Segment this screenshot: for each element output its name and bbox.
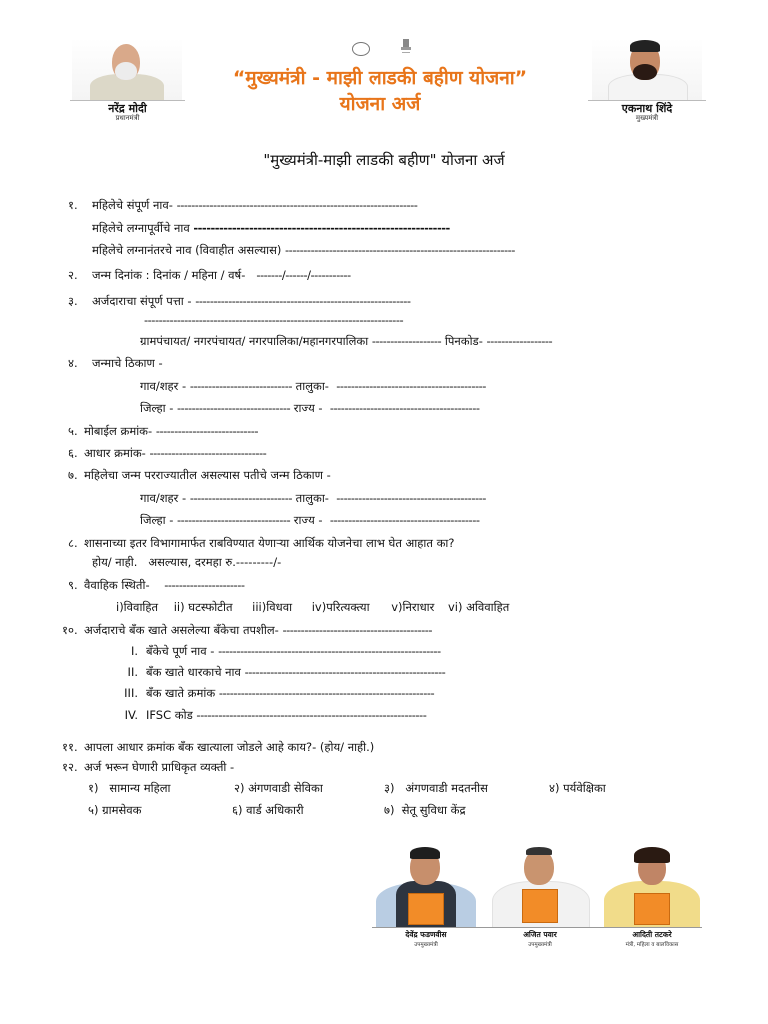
- left-person-name: नरेंद्र मोदी: [108, 102, 147, 115]
- q10-account-number-row: III. बँक खाते क्रमांक -----------------------------------------------------------: [124, 686, 435, 700]
- q7-taluka-field[interactable]: -----------------------------------------: [336, 491, 486, 505]
- footer-portrait-3: [598, 845, 706, 927]
- q9-marital-status-field[interactable]: ----------------------: [164, 578, 245, 592]
- banner-title: “मुख्यमंत्री - माझी लाडकी बहीण योजना”: [232, 67, 528, 89]
- q1-married-name-label: महिलेचे लग्नानंतरचे नाव (विवाहीत असल्यास): [92, 243, 286, 257]
- q1-full-name-row: १. महिलेचे संपूर्ण नाव- ------------------------------------------------------------------: [68, 198, 418, 212]
- q8-answer-row: [92, 555, 281, 569]
- q1-married-name-field[interactable]: ---------------------------------------------------------------: [285, 243, 515, 257]
- q10-label: अर्जदाराचे बँक खाते असलेल्या बँकेचा तपशील-: [84, 623, 283, 637]
- q7-village-row: गाव/शहर - ---------------------------- तालुका- -----------------------------------------: [140, 491, 486, 505]
- q9-option-destitute[interactable]: v)निराधार: [391, 600, 435, 614]
- q5-mobile-row: ५. मोबाईल क्रमांक- ----------------------------: [68, 424, 259, 438]
- q1-maiden-name-label: महिलेचे लग्नापूर्वीचे नाव: [92, 221, 194, 235]
- q10-field[interactable]: -----------------------------------------: [282, 623, 433, 637]
- q4-village-row: गाव/शहर - ---------------------------- तालुका- -----------------------------------------: [140, 379, 486, 393]
- footer-person-3-role: मंत्री, महिला व बालविकास: [625, 942, 679, 948]
- q4-village-field[interactable]: ----------------------------: [189, 379, 293, 393]
- q4-taluka-field[interactable]: -----------------------------------------: [336, 379, 486, 393]
- q8-other-scheme-row: ८. शासनाच्या इतर विभागामार्फत राबविण्यात येणाऱ्या आर्थिक योजनेचा लाभ घेत आहात का?: [68, 536, 455, 550]
- q9-option-divorced[interactable]: ii) घटस्फोटीत: [173, 600, 233, 614]
- q3-pincode-label: पिनकोड-: [441, 334, 487, 348]
- footer-person-3-name: आदिती तटकरे: [632, 930, 672, 939]
- q1-maiden-name-field[interactable]: ------------------------------------------------------------: [193, 221, 450, 235]
- q11-aadhaar-linked-row: ११. आपला आधार क्रमांक बँक खात्याला जोडले आहे काय?- (होय/ नाही.): [62, 740, 375, 754]
- q4-state-field[interactable]: -----------------------------------------: [329, 401, 480, 415]
- q9-option-married[interactable]: i)विवाहित: [116, 600, 159, 614]
- q10-ifsc-row: IV. IFSC कोड ---------------------------------------------------------------: [124, 708, 427, 722]
- q2-dob-row: २. जन्म दिनांक : दिनांक / महिना / वर्ष- -------/------/-----------: [68, 268, 351, 282]
- q9-option-unmarried[interactable]: vi) अविवाहित: [447, 600, 510, 614]
- q3-local-body-field[interactable]: -------------------: [371, 334, 442, 348]
- footer-portrait-1: [372, 845, 480, 927]
- q10-bank-name-row: I. बँकेचे पूर्ण नाव - -------------------------------------------------------------: [130, 644, 441, 658]
- q10-account-holder-row: II. बँक खाते धारकाचे नाव -------------------------------------------------------: [127, 665, 446, 679]
- q7-district-field[interactable]: -------------------------------: [177, 513, 291, 527]
- q11-label[interactable]: आपला आधार क्रमांक बँक खात्याला जोडले आहे काय?- (होय/ नाही.): [84, 740, 375, 754]
- q1-full-name-label: महिलेचे संपूर्ण नाव-: [92, 198, 177, 212]
- q8-answer-field[interactable]: होय/ नाही. असल्यास, दरमहा रु.---------/-: [92, 555, 282, 569]
- q9-option-abandoned[interactable]: iv)परित्यक्त्या: [311, 600, 370, 614]
- ashoka-emblem-icon: [400, 38, 412, 56]
- q4-district-field[interactable]: -------------------------------: [177, 401, 291, 415]
- footer-person-1-name: देवेंद्र फडणवीस: [405, 930, 447, 939]
- q3-address-field-2[interactable]: -----------------------------------------------------------------------: [144, 313, 404, 327]
- footer-portrait-2: [486, 845, 594, 927]
- q10-ifsc-field[interactable]: ---------------------------------------------------------------: [196, 708, 427, 722]
- q3-address-row: ३. अर्जदाराचा संपूर्ण पत्ता - -----------------------------------------------------------: [68, 294, 411, 308]
- q7-label: महिलेचा जन्म परराज्यातील असल्यास पतीचे जन्म ठिकाण -: [84, 468, 331, 482]
- q1-full-name-field[interactable]: ------------------------------------------------------------------: [176, 198, 418, 212]
- q12-option-supervisor[interactable]: ४) पर्यवेक्षिका: [549, 781, 606, 795]
- q10-account-number-field[interactable]: -----------------------------------------------------------: [218, 686, 435, 700]
- q4-birthplace-label: जन्माचे ठिकाण -: [92, 356, 163, 370]
- q12-label: अर्ज भरून घेणारी प्राधिकृत व्यक्ती -: [84, 760, 235, 774]
- portrait-left: [72, 38, 182, 100]
- q9-marital-status-row: ९. वैवाहिक स्थिती- ----------------------: [68, 578, 245, 592]
- q6-aadhaar-label: आधार क्रमांक-: [84, 446, 150, 460]
- q9-option-widow[interactable]: iii)विधवा: [252, 600, 293, 614]
- footer-person-2-role: उपमुख्यमंत्री: [528, 942, 552, 948]
- q12-option-anganwadi-sevika[interactable]: २) अंगणवाडी सेविका: [234, 781, 323, 795]
- q12-option-setu-kendra[interactable]: ७) सेतू सुविधा केंद्र: [384, 803, 466, 817]
- q6-aadhaar-row: ६. आधार क्रमांक- --------------------------------: [68, 446, 267, 460]
- footer-person-2-name: अजित पवार: [523, 930, 557, 939]
- q7-village-field[interactable]: ----------------------------: [189, 491, 293, 505]
- q4-birthplace-row: ४. जन्माचे ठिकाण -: [68, 356, 163, 370]
- q4-district-row: जिल्हा - ------------------------------- राज्य - -----------------------------------------: [140, 401, 480, 415]
- q1-maiden-name-row: [92, 221, 450, 235]
- q5-mobile-field[interactable]: ----------------------------: [155, 424, 259, 438]
- q12-option-general-woman[interactable]: १) सामान्य महिला: [88, 781, 171, 795]
- left-person-role: प्रधानमंत्री: [115, 114, 140, 122]
- q1-married-name-row: [92, 243, 515, 257]
- q5-mobile-label: मोबाईल क्रमांक-: [84, 424, 156, 438]
- banner-subtitle: योजना अर्ज: [339, 93, 421, 115]
- q9-label: वैवाहिक स्थिती-: [84, 578, 150, 592]
- q2-dob-label: जन्म दिनांक : दिनांक / महिना / वर्ष-: [92, 268, 246, 282]
- form-title: "मुख्यमंत्री-माझी लाडकी बहीण" योजना अर्ज: [263, 151, 505, 169]
- q8-label: शासनाच्या इतर विभागामार्फत राबविण्यात येणाऱ्या आर्थिक योजनेचा लाभ घेत आहात का?: [84, 536, 455, 550]
- portrait-right: [592, 38, 702, 100]
- q3-address-row-2: [144, 313, 403, 327]
- q10-bank-name-field[interactable]: -------------------------------------------------------------: [218, 644, 441, 658]
- q3-local-body-label: ग्रामपंचायत/ नगरपंचायत/ नगरपालिका/महानगरपालिका: [140, 334, 372, 348]
- q3-address-label: अर्जदाराचा संपूर्ण पत्ता -: [92, 294, 196, 308]
- q3-local-body-row: [140, 334, 552, 348]
- q12-option-anganwadi-helper[interactable]: ३) अंगणवाडी मदतनीस: [384, 781, 488, 795]
- q7-state-field[interactable]: -----------------------------------------: [329, 513, 480, 527]
- q6-aadhaar-field[interactable]: --------------------------------: [149, 446, 267, 460]
- q10-bank-details-row: १०. अर्जदाराचे बँक खाते असलेल्या बँकेचा तपशील- -----------------------------------------: [62, 623, 433, 637]
- q12-authorized-person-row: १२. अर्ज भरून घेणारी प्राधिकृत व्यक्ती -: [62, 760, 235, 774]
- q9-options-row: [116, 600, 509, 614]
- q3-address-field-1[interactable]: -----------------------------------------------------------: [195, 294, 411, 308]
- right-person-name: एकनाथ शिंदे: [621, 102, 673, 115]
- q12-option-ward-officer[interactable]: ६) वार्ड अधिकारी: [232, 803, 304, 817]
- q10-account-holder-field[interactable]: -------------------------------------------------------: [244, 665, 446, 679]
- q7-husband-birthplace-row: ७. महिलेचा जन्म परराज्यातील असल्यास पतीचे जन्म ठिकाण -: [68, 468, 331, 482]
- q7-district-row: जिल्हा - ------------------------------- राज्य - -----------------------------------------: [140, 513, 480, 527]
- q3-pincode-field[interactable]: ------------------: [486, 334, 553, 348]
- footer-person-1-role: उपमुख्यमंत्री: [414, 942, 438, 948]
- q12-option-gramsevak[interactable]: ५) ग्रामसेवक: [88, 803, 142, 817]
- maharashtra-seal-icon: [352, 42, 370, 56]
- right-person-role: मुख्यमंत्री: [635, 114, 659, 122]
- q2-dob-field[interactable]: -------/------/-----------: [256, 268, 351, 282]
